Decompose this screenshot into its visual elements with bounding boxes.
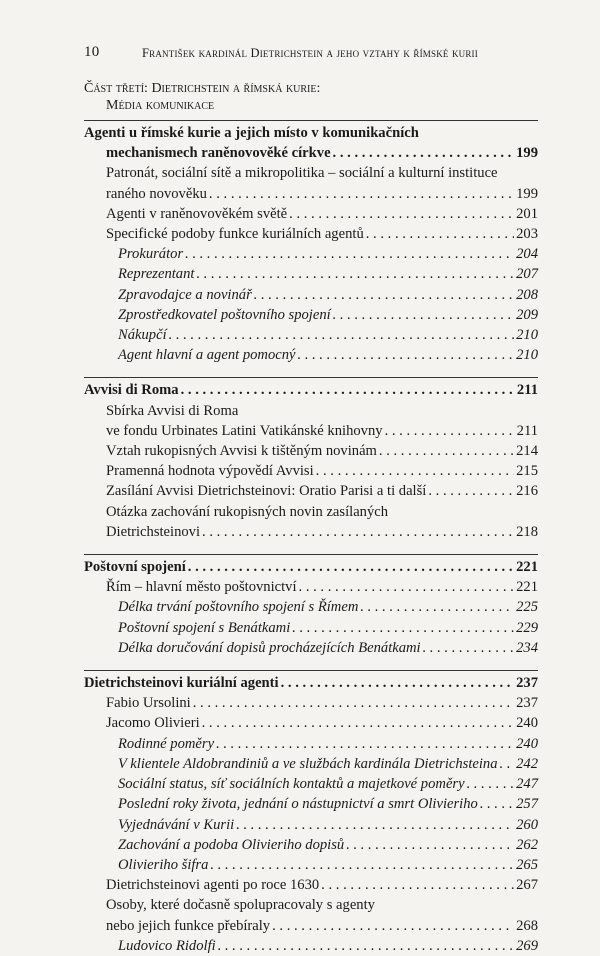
leader-dots bbox=[169, 325, 514, 345]
entry-page: 210 bbox=[516, 327, 538, 344]
entry-title: Avvisi di Roma bbox=[84, 382, 179, 399]
entry-page: 225 bbox=[516, 599, 538, 616]
toc-entry[interactable] bbox=[84, 597, 538, 617]
entry-page: 247 bbox=[516, 776, 538, 793]
entry-page: 237 bbox=[516, 675, 538, 692]
entry-page: 229 bbox=[516, 619, 538, 636]
entry-page: 211 bbox=[516, 422, 538, 439]
entry-title: Zprostředkovatel poštovního spojení bbox=[118, 306, 331, 323]
table-of-contents bbox=[84, 120, 538, 956]
toc-entry[interactable] bbox=[84, 875, 538, 895]
section-rule bbox=[84, 554, 538, 555]
leader-dots bbox=[467, 774, 515, 794]
toc-entry[interactable] bbox=[84, 264, 538, 284]
leader-dots bbox=[272, 916, 514, 936]
leader-dots bbox=[216, 734, 514, 754]
leader-dots bbox=[316, 461, 514, 481]
entry-title: Dietrichsteinovi agenti po roce 1630 bbox=[106, 877, 320, 894]
entry-page: 221 bbox=[516, 579, 538, 596]
leader-dots bbox=[428, 481, 514, 501]
toc-entry[interactable] bbox=[84, 325, 538, 345]
entry-first-line: Sbírka Avvisi di Roma bbox=[106, 402, 239, 419]
entry-page: 201 bbox=[516, 205, 538, 222]
entry-title: Vyjednávání v Kurii bbox=[118, 816, 235, 833]
entry-page: 210 bbox=[516, 347, 538, 364]
toc-entry[interactable] bbox=[84, 577, 538, 597]
entry-title: Poštovní spojení s Benátkami bbox=[118, 619, 291, 636]
leader-dots bbox=[298, 345, 515, 365]
entry-title: raného novověku bbox=[106, 185, 207, 202]
toc-section bbox=[84, 120, 538, 365]
toc-entry[interactable] bbox=[84, 855, 538, 875]
leader-dots bbox=[333, 143, 515, 163]
entry-page: 267 bbox=[516, 877, 538, 894]
entry-title: Olivieriho šifra bbox=[118, 856, 209, 873]
entry-page: 216 bbox=[516, 483, 538, 500]
entry-title: Zasílání Avvisi Dietrichsteinovi: Oratio Parisi a ti další bbox=[106, 483, 427, 500]
page-number: 10 bbox=[84, 44, 100, 60]
entry-title: mechanismech raněnovověké církve bbox=[106, 145, 331, 162]
toc-entry[interactable] bbox=[84, 618, 538, 638]
entry-title: Prokurátor bbox=[118, 246, 184, 263]
toc-entry[interactable] bbox=[84, 224, 538, 244]
entry-page: 240 bbox=[516, 715, 538, 732]
leader-dots bbox=[385, 421, 515, 441]
toc-entry[interactable] bbox=[84, 305, 538, 325]
leader-dots bbox=[209, 184, 514, 204]
leader-dots bbox=[366, 224, 514, 244]
leader-dots bbox=[210, 855, 514, 875]
entry-title: Specifické podoby funkce kuriálních agentů bbox=[106, 226, 364, 243]
entry-title: Agenti v raněnovověkém světě bbox=[106, 205, 288, 222]
entry-page: 204 bbox=[516, 246, 538, 263]
section-heading-entry[interactable] bbox=[84, 673, 538, 693]
leader-dots bbox=[379, 441, 514, 461]
entry-title: Dietrichsteinovi bbox=[106, 523, 201, 540]
leader-dots bbox=[218, 936, 514, 956]
leader-dots bbox=[281, 673, 515, 693]
leader-dots bbox=[500, 754, 515, 774]
entry-page: 242 bbox=[516, 755, 538, 772]
entry-title: Poštovní spojení bbox=[84, 559, 186, 576]
entry-title: V klientele Aldobrandiniů a ve službách kardinála Dietrichsteina bbox=[118, 755, 498, 772]
entry-page: 240 bbox=[516, 735, 538, 752]
entry-title: Agent hlavní a agent pomocný bbox=[118, 347, 296, 364]
section-heading-entry[interactable] bbox=[84, 557, 538, 577]
entry-title: Jacomo Olivieri bbox=[106, 715, 200, 732]
leader-dots bbox=[292, 618, 514, 638]
toc-entry[interactable] bbox=[84, 774, 538, 794]
section-rule bbox=[84, 670, 538, 671]
entry-page: 218 bbox=[516, 523, 538, 540]
leader-dots bbox=[196, 264, 514, 284]
entry-title: Rodinné poměry bbox=[118, 735, 215, 752]
toc-entry[interactable] bbox=[84, 754, 538, 774]
toc-entry[interactable] bbox=[84, 936, 538, 956]
toc-entry[interactable] bbox=[84, 734, 538, 754]
section-rule bbox=[84, 120, 538, 121]
section-rule bbox=[84, 377, 538, 378]
leader-dots bbox=[202, 713, 514, 733]
entry-title: Vztah rukopisných Avvisi k tištěným novinám bbox=[106, 443, 377, 460]
entry-page: 199 bbox=[516, 145, 538, 162]
toc-entry[interactable] bbox=[84, 815, 538, 835]
leader-dots bbox=[185, 244, 514, 264]
toc-entry[interactable] bbox=[84, 204, 538, 224]
entry-page: 214 bbox=[516, 443, 538, 460]
toc-entry[interactable] bbox=[84, 345, 538, 365]
part-heading bbox=[84, 80, 320, 114]
leader-dots bbox=[423, 638, 514, 658]
entry-title: Řím – hlavní město poštovnictví bbox=[106, 579, 297, 596]
leader-dots bbox=[360, 597, 514, 617]
leader-dots bbox=[346, 835, 514, 855]
entry-page: 211 bbox=[516, 382, 538, 399]
entry-page: 265 bbox=[516, 856, 538, 873]
toc-entry[interactable] bbox=[84, 916, 538, 936]
toc-entry[interactable] bbox=[84, 835, 538, 855]
leader-dots bbox=[299, 577, 515, 597]
leader-dots bbox=[321, 875, 514, 895]
toc-entry[interactable] bbox=[84, 638, 538, 658]
entry-page: 269 bbox=[516, 937, 538, 954]
leader-dots bbox=[333, 305, 514, 325]
toc-entry[interactable] bbox=[84, 522, 538, 542]
toc-entry[interactable] bbox=[84, 421, 538, 441]
part-title: Část třetí: Dietrichstein a římská kurie: bbox=[84, 81, 321, 96]
section-heading: Agenti u římské kurie a jejich místo v komunikačních bbox=[84, 125, 419, 141]
running-title: František kardinál Dietrichstein a jeho vztahy k římské kurii bbox=[142, 46, 478, 60]
toc-entry[interactable] bbox=[84, 244, 538, 264]
entry-page: 215 bbox=[516, 463, 538, 480]
leader-dots bbox=[236, 815, 514, 835]
entry-title: Pramenná hodnota výpovědí Avvisi bbox=[106, 463, 314, 480]
leader-dots bbox=[202, 522, 514, 542]
section-heading-entry[interactable] bbox=[84, 143, 538, 163]
entry-page: 237 bbox=[516, 695, 538, 712]
toc-entry[interactable] bbox=[84, 285, 538, 305]
entry-title: Poslední roky života, jednání o nástupnictví a smrt Olivieriho bbox=[118, 796, 478, 813]
toc-entry[interactable] bbox=[84, 794, 538, 814]
entry-first-line: Otázka zachování rukopisných novin zasílaných bbox=[106, 503, 389, 520]
entry-page: 209 bbox=[516, 306, 538, 323]
toc-section bbox=[84, 377, 538, 542]
part-subtitle: Média komunikace bbox=[106, 98, 215, 113]
entry-title: Nákupčí bbox=[118, 327, 167, 344]
entry-title: nebo jejich funkce přebíraly bbox=[106, 917, 271, 934]
entry-page: 199 bbox=[516, 185, 538, 202]
toc-entry[interactable] bbox=[84, 184, 538, 204]
entry-title: Zpravodajce a novinář bbox=[118, 286, 252, 303]
section-heading-entry[interactable] bbox=[84, 380, 538, 400]
entry-first-line: Osoby, které dočasně spolupracovaly s agenty bbox=[106, 897, 375, 914]
toc-entry[interactable] bbox=[84, 461, 538, 481]
toc-entry[interactable] bbox=[84, 481, 538, 501]
entry-page: 203 bbox=[516, 226, 538, 243]
entry-page: 262 bbox=[516, 836, 538, 853]
toc-section bbox=[84, 670, 538, 956]
leader-dots bbox=[254, 285, 514, 305]
toc-section bbox=[84, 554, 538, 658]
entry-page: 207 bbox=[516, 266, 538, 283]
entry-page: 208 bbox=[516, 286, 538, 303]
entry-title: Fabio Ursolini bbox=[106, 695, 191, 712]
entry-title: Délka trvání poštovního spojení s Římem bbox=[118, 599, 359, 616]
entry-title: Zachování a podoba Olivieriho dopisů bbox=[118, 836, 345, 853]
leader-dots bbox=[480, 794, 514, 814]
entry-title: Ludovico Ridolfi bbox=[118, 937, 216, 954]
leader-dots bbox=[289, 204, 514, 224]
entry-page: 257 bbox=[516, 796, 538, 813]
leader-dots bbox=[193, 693, 514, 713]
entry-page: 221 bbox=[516, 559, 538, 576]
entry-page: 234 bbox=[516, 639, 538, 656]
leader-dots bbox=[181, 380, 515, 400]
toc-entry[interactable] bbox=[84, 693, 538, 713]
entry-page: 260 bbox=[516, 816, 538, 833]
leader-dots bbox=[188, 557, 514, 577]
entry-title: Délka doručování dopisů procházejících Benátkami bbox=[118, 639, 421, 656]
entry-title: Sociální status, síť sociálních kontaktů a majetkové poměry bbox=[118, 776, 465, 793]
entry-title: Dietrichsteinovi kuriální agenti bbox=[84, 675, 279, 692]
entry-title: Reprezentant bbox=[118, 266, 195, 283]
toc-entry[interactable] bbox=[84, 441, 538, 461]
entry-page: 268 bbox=[516, 917, 538, 934]
entry-first-line: Patronát, sociální sítě a mikropolitika – sociální a kulturní instituce bbox=[106, 165, 498, 182]
toc-entry[interactable] bbox=[84, 713, 538, 733]
entry-title: ve fondu Urbinates Latini Vatikánské knihovny bbox=[106, 422, 383, 439]
